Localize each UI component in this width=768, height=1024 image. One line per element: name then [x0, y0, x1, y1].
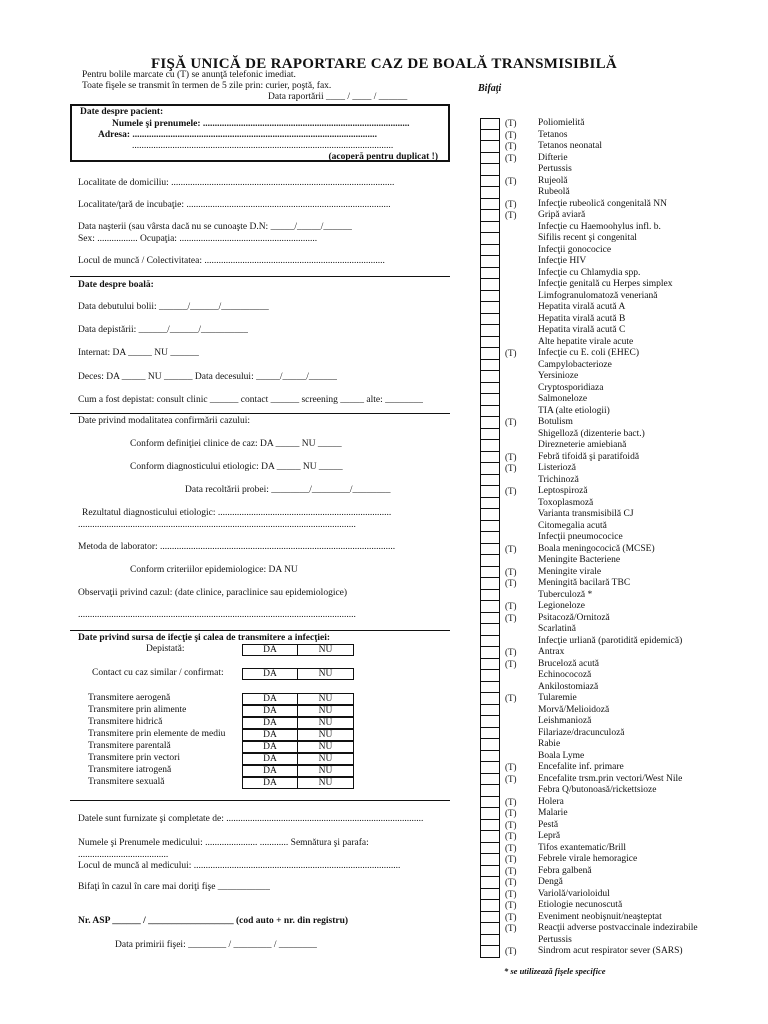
disease-checkbox[interactable] — [480, 475, 500, 487]
phone-report-marker: (T) — [505, 946, 517, 956]
phone-report-marker: (T) — [505, 900, 517, 910]
phone-report-marker: (T) — [505, 865, 517, 876]
disease-section-title: Date despre boală: — [78, 280, 154, 290]
disease-name: Tularemie — [538, 693, 577, 703]
disease-name: Infecţie genitală cu Herpes simplex — [538, 279, 673, 289]
disease-checkbox[interactable] — [480, 233, 500, 245]
disease-name: Difterie — [538, 152, 568, 163]
disease-name: Encefalite inf. primare — [538, 762, 624, 772]
transmission-label: Contact cu caz similar / confirmat: — [92, 668, 224, 678]
phone-report-marker: (T) — [505, 118, 517, 128]
disease-checkbox[interactable] — [480, 590, 500, 602]
phone-report-marker: (T) — [505, 463, 517, 473]
disease-name: Rujeolă — [538, 175, 568, 186]
disease-checkbox[interactable] — [480, 900, 500, 912]
disease-checkbox[interactable] — [480, 452, 500, 464]
phone-report-marker: (T) — [505, 773, 517, 784]
phone-report-marker: (T) — [505, 141, 517, 151]
detection-method-field[interactable]: Cum a fost depistat: consult clinic ______ contact ______ screening _____ alte: ________ — [78, 395, 424, 405]
phone-report-marker: (T) — [505, 451, 517, 462]
disease-name: Leishmanioză — [538, 716, 592, 726]
nu-checkbox[interactable]: NU — [298, 741, 354, 753]
disease-name: Filariaze/dracunculoză — [538, 727, 625, 738]
doctor-workplace-field[interactable]: Locul de muncă al medicului: ....................................................................................... — [78, 861, 401, 871]
sample-date-field[interactable]: Data recoltării probei: ________/________/________ — [185, 485, 391, 495]
disease-checkbox[interactable] — [480, 256, 500, 268]
patient-name-field[interactable]: Numele şi prenumele: ....................................................................................... — [112, 119, 410, 129]
da-checkbox[interactable]: DA — [242, 777, 298, 789]
disease-name: Infecţie HIV — [538, 256, 587, 266]
disease-name: Sindrom acut respirator sever (SARS) — [538, 946, 683, 956]
disease-checkbox[interactable] — [480, 935, 500, 947]
disease-name: Febrele virale hemoragice — [538, 854, 638, 864]
disease-name: Meningite virale — [538, 566, 602, 577]
phone-report-marker: (T) — [505, 831, 517, 841]
disease-checkbox[interactable] — [480, 521, 500, 533]
disease-name: Citomegalia acută — [538, 520, 607, 531]
disease-name: Hepatita virală acută A — [538, 302, 626, 312]
phone-report-marker: (T) — [505, 543, 517, 554]
disease-name: Limfogranulomatoză veneriană — [538, 290, 658, 301]
phone-report-marker: (T) — [505, 877, 517, 887]
disease-name: Rabie — [538, 739, 561, 749]
section-divider — [70, 276, 450, 277]
intro-line-phone: Pentru bolile marcate cu (T) se anunţă telefonic imediat. — [82, 70, 296, 80]
disease-checkbox[interactable] — [480, 429, 500, 441]
phone-report-marker: (T) — [505, 612, 517, 623]
incubation-place-field[interactable]: Localitate/ţară de incubaţie: ...................................................................................... — [78, 200, 391, 210]
disease-checkbox[interactable] — [480, 670, 500, 682]
clinical-definition-field[interactable]: Conform definiţiei clinice de caz: DA _____ NU _____ — [130, 439, 342, 449]
disease-checkbox[interactable] — [480, 854, 500, 866]
disease-checkbox[interactable] — [480, 624, 500, 636]
disease-name: Reacţii adverse postvaccinale indezirabile — [538, 923, 698, 933]
disease-checkbox[interactable] — [480, 774, 500, 786]
phone-report-marker: (T) — [505, 693, 517, 703]
disease-checkbox[interactable] — [480, 440, 500, 452]
disease-checkbox[interactable] — [480, 141, 500, 153]
phone-report-marker: (T) — [505, 911, 517, 922]
disease-name: Meningite Bacteriene — [538, 555, 621, 565]
transmission-label: Transmitere iatrogenă — [88, 765, 172, 775]
disease-name: Campylobacterioze — [538, 359, 612, 370]
transmission-label: Transmitere prin elemente de mediu — [88, 729, 226, 739]
patient-box — [70, 104, 450, 162]
phone-report-marker: (T) — [505, 566, 517, 577]
phone-report-marker: (T) — [505, 854, 517, 864]
sex-occupation-field[interactable]: Sex: ................. Ocupaţia: .......................................................... — [78, 234, 318, 244]
disease-checkbox[interactable] — [480, 406, 500, 418]
disease-checkbox[interactable] — [480, 831, 500, 843]
signature-field[interactable]: ...................................... — [78, 850, 169, 860]
disease-checkbox[interactable] — [480, 325, 500, 337]
disease-checkbox[interactable] — [480, 176, 500, 188]
disease-checkbox[interactable] — [480, 728, 500, 740]
lab-method-field[interactable]: Metoda de laborator: ................................................................................................... — [78, 542, 396, 552]
page-title: FIŞĂ UNICĂ DE RAPORTARE CAZ DE BOALĂ TRANSMISIBILĂ — [150, 56, 618, 72]
disease-name: Infecţie cu E. coli (EHEC) — [538, 348, 640, 358]
nu-checkbox[interactable]: NU — [298, 717, 354, 729]
disease-name: Boala Lyme — [538, 750, 585, 761]
patient-address-line2[interactable]: .............................................................................................................. — [132, 141, 394, 151]
disease-checkbox[interactable] — [480, 808, 500, 820]
disease-checkbox[interactable] — [480, 348, 500, 360]
phone-report-marker: (T) — [505, 152, 517, 163]
disease-checkbox[interactable] — [480, 486, 500, 498]
disease-checkbox[interactable] — [480, 498, 500, 510]
disease-checkbox[interactable] — [480, 164, 500, 176]
disease-checkbox[interactable] — [480, 889, 500, 901]
death-field[interactable]: Deces: DA _____ NU ______ Data decesului: _____/_____/______ — [78, 372, 338, 382]
disease-name: Variolă/varioloidul — [538, 888, 610, 899]
disease-name: Pertussis — [538, 934, 572, 945]
disease-name: Poliomielită — [538, 118, 585, 128]
onset-date-field[interactable]: Data debutului bolii: ______/______/__________ — [78, 302, 269, 312]
phone-report-marker: (T) — [505, 658, 517, 669]
disease-checkbox[interactable] — [480, 555, 500, 567]
disease-checkbox[interactable] — [480, 659, 500, 671]
disease-name: Psitacoză/Ornitoză — [538, 612, 610, 623]
phone-report-marker: (T) — [505, 578, 517, 588]
disease-checkbox[interactable] — [480, 716, 500, 728]
patient-title: Date despre pacient: — [80, 107, 164, 117]
disease-name: Varianta transmisibilă CJ — [538, 509, 634, 519]
disease-checkbox[interactable] — [480, 647, 500, 659]
more-forms-field[interactable]: Bifaţi în cazul în care mai doriţi fişe ___________ — [78, 882, 271, 892]
disease-checkbox[interactable] — [480, 578, 500, 590]
disease-name: Pestă — [538, 819, 559, 830]
disease-name: Gripă aviară — [538, 210, 586, 220]
transmission-label: Depistată: — [146, 644, 185, 654]
nu-checkbox[interactable]: NU — [298, 644, 354, 656]
nu-checkbox[interactable]: NU — [298, 705, 354, 717]
disease-checkbox[interactable] — [480, 153, 500, 165]
disease-checkbox[interactable] — [480, 820, 500, 832]
disease-name: Infecţie rubeolică congenitală NN — [538, 198, 667, 209]
nu-checkbox[interactable]: NU — [298, 693, 354, 705]
disease-name: Echinococoză — [538, 670, 592, 680]
phone-report-marker: (T) — [505, 842, 517, 853]
disease-name: Febra galbenă — [538, 865, 592, 876]
disease-checkbox[interactable] — [480, 682, 500, 694]
asp-number-field[interactable]: Nr. ASP ______ / __________________ (cod auto + nr. din registru) — [78, 916, 349, 926]
disease-checkbox[interactable] — [480, 268, 500, 280]
da-checkbox[interactable]: DA — [242, 644, 298, 656]
disease-name: Toxoplasmoză — [538, 497, 594, 508]
disease-name: Hepatita virală acută C — [538, 325, 626, 335]
bifati-label: Bifaţi — [478, 83, 502, 94]
phone-report-marker: (T) — [505, 796, 517, 807]
disease-name: Legioneloze — [538, 601, 585, 611]
disease-name: Boala meningococică (MCSE) — [538, 543, 655, 554]
disease-name: Scarlatină — [538, 624, 576, 634]
residence-field[interactable]: Localitate de domiciliu: .............................................................................................. — [78, 178, 395, 188]
receipt-date-field[interactable]: Data primirii fişei: ________ / ________ / ________ — [115, 940, 317, 950]
da-checkbox[interactable]: DA — [242, 741, 298, 753]
da-checkbox[interactable]: DA — [242, 705, 298, 717]
disease-checkbox[interactable] — [480, 314, 500, 326]
disease-checkbox[interactable] — [480, 567, 500, 579]
phone-report-marker: (T) — [505, 647, 517, 657]
disease-checkbox[interactable] — [480, 222, 500, 234]
source-section-title: Date privind sursa de ifecţie şi calea de transmitere a infecţiei: — [78, 633, 331, 643]
disease-name: Cryptosporidiaza — [538, 382, 604, 393]
disease-name: Listerioză — [538, 463, 576, 473]
transmission-label: Transmitere prin vectori — [88, 753, 180, 763]
disease-name: Shigelloză (dizenterie bact.) — [538, 428, 645, 439]
disease-name: Rubeolă — [538, 187, 570, 197]
intro-line-transmit: Toate fişele se transmit în termen de 5 zile prin: curier, poştă, fax. — [82, 81, 332, 91]
disease-name: Tetanos — [538, 129, 568, 140]
disease-name: Infecţie urliană (parotidită epidemică) — [538, 635, 683, 646]
disease-name: Direzneterie amiebiană — [538, 440, 627, 450]
disease-checkbox[interactable] — [480, 705, 500, 717]
disease-name: Tetanos neonatal — [538, 141, 602, 151]
disease-checkbox[interactable] — [480, 130, 500, 142]
disease-name: Hepatita virală acută B — [538, 313, 626, 324]
disease-name: Lepră — [538, 831, 561, 841]
phone-report-marker: (T) — [505, 808, 517, 818]
disease-checkbox[interactable] — [480, 279, 500, 291]
hospitalized-field[interactable]: Internat: DA _____ NU ______ — [78, 348, 199, 358]
phone-report-marker: (T) — [505, 210, 517, 220]
disease-name: Pertussis — [538, 164, 572, 174]
da-checkbox[interactable]: DA — [242, 693, 298, 705]
section-divider — [70, 630, 450, 631]
duplicate-note: (acoperă pentru duplicat !) — [328, 152, 438, 162]
detection-date-field[interactable]: Data depistării: ______/______/__________ — [78, 325, 249, 335]
disease-name: Encefalite trsm.prin vectori/West Nile — [538, 773, 683, 784]
patient-address-field[interactable]: Adresa: ....................................................................................................... — [98, 130, 378, 140]
observations-label: Observaţii privind cazul: (date clinice, paraclinice sau epidemiologice) — [78, 588, 348, 598]
da-checkbox[interactable]: DA — [242, 668, 298, 680]
disease-name: Febră tifoidă şi paratifoidă — [538, 451, 640, 462]
disease-checkbox[interactable] — [480, 785, 500, 797]
disease-name: Febra Q/butonoasă/rickettsioze — [538, 785, 657, 795]
transmission-label: Transmitere parentală — [88, 741, 171, 751]
disease-name: Infecţie cu Haemoohylus infl. b. — [538, 221, 661, 232]
observations-dots[interactable]: ..................................................................................................................... — [78, 610, 356, 620]
phone-report-marker: (T) — [505, 819, 517, 830]
disease-name: Infecţii pneumococice — [538, 532, 623, 542]
disease-checkbox[interactable] — [480, 912, 500, 924]
nu-checkbox[interactable]: NU — [298, 753, 354, 765]
disease-checkbox[interactable] — [480, 797, 500, 809]
birth-date-field[interactable]: Data naşterii (sau vârsta dacă nu se cunoaşte D.N: _____/_____/______ — [78, 222, 352, 232]
disease-checkbox[interactable] — [480, 118, 500, 130]
disease-checkbox[interactable] — [480, 291, 500, 303]
phone-report-marker: (T) — [505, 417, 517, 427]
da-checkbox[interactable]: DA — [242, 753, 298, 765]
disease-checkbox[interactable] — [480, 866, 500, 878]
disease-name: Alte hepatite virale acute — [538, 336, 634, 347]
provided-by-field[interactable]: Datele sunt furnizate şi completate de: ................................................................................... — [78, 814, 424, 824]
disease-name: Trichinoză — [538, 474, 579, 485]
disease-checkbox[interactable] — [480, 751, 500, 763]
phone-report-marker: (T) — [505, 486, 517, 496]
phone-report-marker: (T) — [505, 762, 517, 772]
section-divider — [70, 800, 450, 801]
disease-checkbox[interactable] — [480, 463, 500, 475]
nu-checkbox[interactable]: NU — [298, 668, 354, 680]
phone-report-marker: (T) — [505, 348, 517, 358]
da-checkbox[interactable]: DA — [242, 765, 298, 777]
disease-checkbox[interactable] — [480, 739, 500, 751]
nu-checkbox[interactable]: NU — [298, 729, 354, 741]
disease-name: Salmoneloze — [538, 394, 588, 404]
da-checkbox[interactable]: DA — [242, 729, 298, 741]
transmission-label: Transmitere aerogenă — [88, 693, 171, 703]
transmission-label: Transmitere hidrică — [88, 717, 163, 727]
disease-checkbox[interactable] — [480, 636, 500, 648]
nu-checkbox[interactable]: NU — [298, 765, 354, 777]
disease-name: Yersinioze — [538, 371, 579, 381]
section-divider — [70, 413, 450, 414]
disease-checkbox[interactable] — [480, 210, 500, 222]
phone-report-marker: (T) — [505, 601, 517, 611]
nu-checkbox[interactable]: NU — [298, 777, 354, 789]
transmission-label: Transmitere prin alimente — [88, 705, 187, 715]
confirmation-title: Date privind modalitatea confirmării cazului: — [78, 416, 250, 426]
doctor-name-field[interactable]: Numele şi Prenumele medicului: ...................... ............ Semnătura şi parafa: — [78, 838, 369, 848]
disease-checkbox[interactable] — [480, 923, 500, 935]
disease-name: TIA (alte etiologii) — [538, 405, 610, 416]
disease-checkbox[interactable] — [480, 360, 500, 372]
disease-checkbox[interactable] — [480, 394, 500, 406]
disease-name: Meningită bacilară TBC — [538, 578, 631, 588]
disease-name: Infecţie cu Chlamydia spp. — [538, 267, 641, 278]
phone-report-marker: (T) — [505, 923, 517, 933]
disease-name: Ankilostomiază — [538, 681, 599, 692]
phone-report-marker: (T) — [505, 175, 517, 186]
disease-name: Antrax — [538, 647, 565, 657]
disease-checkbox[interactable] — [480, 383, 500, 395]
disease-name: Malarie — [538, 808, 568, 818]
disease-name: Bruceloză acută — [538, 658, 599, 669]
disease-checkbox[interactable] — [480, 544, 500, 556]
disease-checkbox[interactable] — [480, 187, 500, 199]
epidemiologic-criteria-field[interactable]: Conform criteriilor epidemiologice: DA NU — [130, 565, 298, 575]
phone-report-marker: (T) — [505, 129, 517, 140]
disease-checkbox[interactable] — [480, 417, 500, 429]
disease-checkbox[interactable] — [480, 532, 500, 544]
etiologic-diagnosis-field[interactable]: Conform diagnosticului etiologic: DA _____ NU _____ — [130, 462, 343, 472]
disease-checkbox[interactable] — [480, 877, 500, 889]
disease-checkbox[interactable] — [480, 693, 500, 705]
report-date-field[interactable]: Data raportării ____ / ____ / ______ — [268, 92, 408, 102]
disease-name: Tuberculoză * — [538, 589, 593, 600]
etiologic-result-field[interactable]: Rezultatul diagnosticului etiologic: ......................................................................... — [82, 508, 392, 518]
disease-name: Infecţii gonococice — [538, 244, 612, 255]
etiologic-result-dots[interactable]: ..................................................................................................................... — [78, 520, 356, 530]
disease-name: Etiologie necunoscută — [538, 900, 623, 910]
disease-name: Morvă/Melioidoză — [538, 704, 610, 715]
transmission-label: Transmitere sexuală — [88, 777, 165, 787]
phone-report-marker: (T) — [505, 198, 517, 209]
da-checkbox[interactable]: DA — [242, 717, 298, 729]
disease-checkbox[interactable] — [480, 843, 500, 855]
disease-checkbox[interactable] — [480, 601, 500, 613]
workplace-field[interactable]: Locul de muncă / Colectivitatea: ............................................................................ — [78, 256, 385, 266]
disease-checkbox[interactable] — [480, 509, 500, 521]
disease-checkbox[interactable] — [480, 199, 500, 211]
disease-checkbox[interactable] — [480, 762, 500, 774]
disease-checkbox[interactable] — [480, 946, 500, 958]
disease-name: Tifos exantematic/Brill — [538, 842, 627, 853]
phone-report-marker: (T) — [505, 888, 517, 899]
disease-name: Sifilis recent şi congenital — [538, 233, 637, 243]
disease-checkbox[interactable] — [480, 371, 500, 383]
disease-name: Leptospiroză — [538, 486, 588, 496]
disease-checkbox[interactable] — [480, 245, 500, 257]
footnote: * se utilizează fişele specifice — [504, 966, 606, 976]
disease-name: Eveniment neobişnuit/neaşteptat — [538, 911, 662, 922]
disease-checkbox[interactable] — [480, 613, 500, 625]
disease-checkbox[interactable] — [480, 302, 500, 314]
disease-checkbox[interactable] — [480, 337, 500, 349]
disease-name: Botulism — [538, 417, 573, 427]
disease-name: Holera — [538, 796, 564, 807]
disease-name: Dengă — [538, 877, 563, 887]
